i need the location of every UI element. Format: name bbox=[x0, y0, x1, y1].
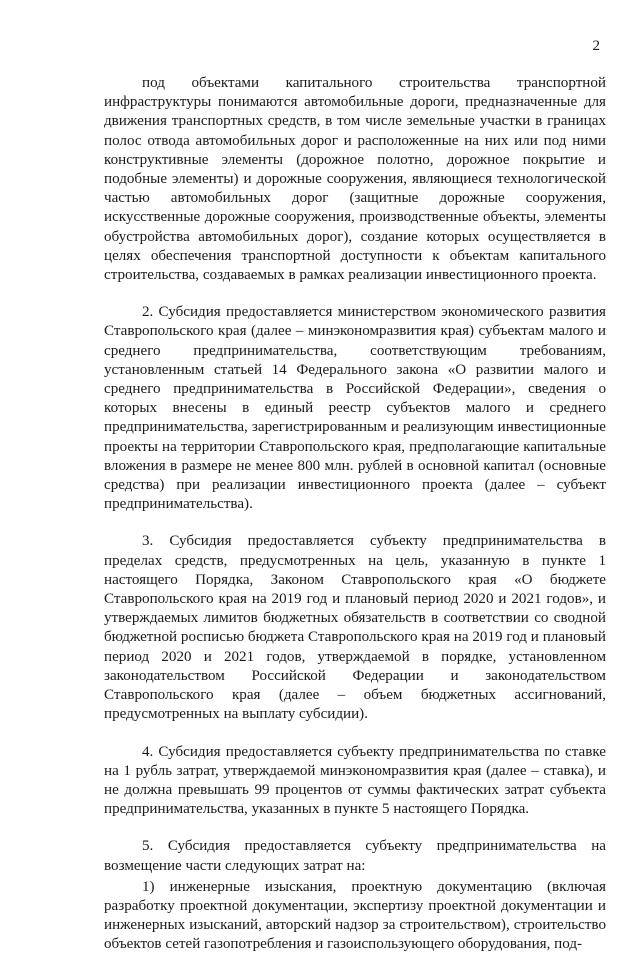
paragraph-gap bbox=[104, 514, 606, 532]
paragraph-3: 3. Субсидия предоставляется субъекту предпринимательства в пределах средств, предусмотренных на цель, указанную в пункте 1 настоящего Порядка, Законом Ставропольского края «О бюджете Ставропольского края на 2019 год и плановый период 2020 и 2021 годов», и утверждаемых лимитов бюджетных обязательств в соответствии со сводной бюджетной росписью бюджета Ставропольского края на 2019 год и плановый период 2020 и 2021 годов, утверждаемой в порядке, установленном законодательством Российской Федерации и законодательством Ставропольского края (далее – объем бюджетных ассигнований, предусмотренных на выплату субсидии). bbox=[104, 533, 606, 723]
paragraph-gap bbox=[104, 819, 606, 837]
paragraph-2: 2. Субсидия предоставляется министерством экономического развития Ставропольского края (далее – минэкономразвития края) субъектам малого и среднего предпринимательства, соответствующим требованиям, установленным статьей 14 Федерального закона «О развитии малого и среднего предпринимательства в Российской Федерации», сведения о которых внесены в единый реестр субъектов малого и среднего предпринимательства, зарегистрированным и реализующим инвестиционные проекты на территории Ставропольского края, предполагающие капитальные вложения в размере не менее 800 млн. рублей в основной капитал (основные средства) при реализации инвестиционного проекта (далее – субъект предпринимательства). bbox=[104, 304, 606, 513]
document-body bbox=[104, 74, 606, 955]
paragraph-1-continuation: под объектами капитального строительства транспортной инфраструктуры понимаются автомобильные дороги, предназначенные для движения транспортных средств, в том числе земельные участки в границах полос отвода автомобильных дорог и расположенные на них или под ними конструктивные элементы (дорожное полотно, дорожное покрытие и подобные элементы) и дорожные сооружения, являющиеся технологической частью автомобильных дорог (защитные дорожные сооружения, искусственные дорожные сооружения, производственные объекты, элементы обустройства автомобильных дорог), создание которых осуществляется в целях обеспечения транспортной доступности к объектам капитального строительства, создаваемых в рамках реализации инвестиционного проекта. bbox=[104, 75, 606, 284]
page-number: 2 bbox=[592, 38, 600, 54]
paragraph-gap bbox=[104, 285, 606, 303]
paragraph-5: 5. Субсидия предоставляется субъекту предпринимательства на возмещение части следующих затрат на: bbox=[104, 838, 606, 874]
paragraph-gap bbox=[104, 725, 606, 743]
paragraph-4: 4. Субсидия предоставляется субъекту предпринимательства по ставке на 1 рубль затрат, утверждаемой минэкономразвития края (далее – ставка), и не должна превышать 99 процентов от суммы фактических затрат субъекта предпринимательства, указанных в пункте 5 настоящего Порядка. bbox=[104, 743, 606, 818]
paragraph-5-item-1: 1) инженерные изыскания, проектную документацию (включая разработку проектной документации, экспертизу проектной документации и инженерных изысканий, авторский надзор за строительством), строительство объектов сетей газопотребления и газоиспользующего оборудования, под- bbox=[104, 878, 606, 953]
